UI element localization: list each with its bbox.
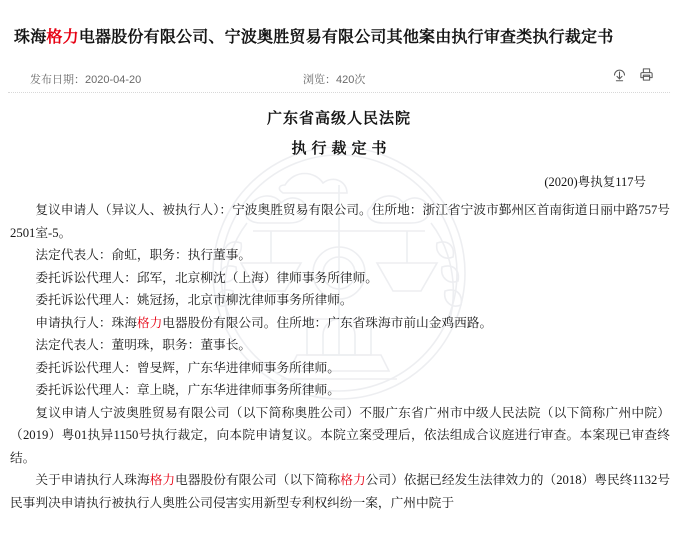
publish-date-label: 发布日期： bbox=[30, 74, 85, 87]
enforcement-mid: 电器股份有限公司（以下简称 bbox=[175, 473, 341, 488]
applicant-suffix: 电器股份有限公司。住所地：广东省珠海市前山金鸡西路。 bbox=[162, 315, 493, 330]
document-kind: 执行裁定书 bbox=[291, 141, 392, 158]
page-title-prefix: 珠海 bbox=[14, 28, 47, 46]
paragraph-review-application: 复议申请人宁波奥胜贸易有限公司（以下简称奥胜公司）不服广东省广州市中级人民法院（以下简称广州中院）（2019）粤01执异1150号执行裁定，向本院申请复议。本院立案受理后，依法组成合议庭进行审查。本案现已审查终结。 bbox=[10, 405, 670, 465]
paragraph-enforcement-case bbox=[10, 469, 670, 514]
view-count-value: 420次 bbox=[336, 74, 366, 87]
publish-date-value: 2020-04-20 bbox=[85, 74, 142, 87]
download-icon[interactable] bbox=[612, 67, 627, 82]
enforcement-prefix: 关于申请执行人珠海 bbox=[35, 473, 150, 488]
page-title-highlight: 格力 bbox=[46, 28, 79, 46]
paragraph-respondent-counsel-2: 委托诉讼代理人：姚冠扬，北京市柳沈律师事务所律师。 bbox=[35, 293, 353, 308]
court-name: 广东省高级人民法院 bbox=[266, 111, 411, 128]
page-title-suffix: 电器股份有限公司、宁波奥胜贸易有限公司其他案由执行审查类执行裁定书 bbox=[78, 28, 614, 46]
print-icon[interactable] bbox=[639, 67, 654, 82]
document-body bbox=[0, 199, 678, 514]
applicant-prefix: 申请执行人：珠海 bbox=[35, 315, 137, 330]
enforcement-suffix: 公司）依据已经发生法律效力的（2018）粤民终1132号民事判决申请执行被执行人奥胜公司侵害实用新型专利权纠纷一案，广州中院于 bbox=[10, 473, 671, 510]
page-title bbox=[0, 11, 678, 49]
document-actions bbox=[612, 67, 654, 82]
publish-date bbox=[30, 71, 141, 87]
view-count bbox=[303, 71, 365, 87]
document-meta-row bbox=[0, 63, 678, 93]
applicant-highlight: 格力 bbox=[136, 315, 163, 330]
paragraph-applicant-legal-rep: 法定代表人：董明珠，职务：董事长。 bbox=[35, 338, 252, 353]
paragraph-respondent-counsel-1: 委托诉讼代理人：邱军，北京柳沈（上海）律师事务所律师。 bbox=[35, 270, 378, 285]
paragraph-applicant-counsel-1: 委托诉讼代理人：曾旻辉，广东华进律师事务所律师。 bbox=[35, 360, 340, 375]
paragraph-applicant bbox=[10, 312, 670, 335]
paragraph-respondent: 复议申请人（异议人、被执行人）：宁波奥胜贸易有限公司。住所地：浙江省宁波市鄞州区首南街道日丽中路757号2501室-5。 bbox=[10, 203, 670, 240]
meta-divider bbox=[8, 92, 670, 93]
enforcement-highlight-2: 格力 bbox=[340, 473, 366, 488]
paragraph-applicant-counsel-2: 委托诉讼代理人：章上晓，广东华进律师事务所律师。 bbox=[35, 383, 340, 398]
case-number: (2020)粤执复117号 bbox=[544, 175, 646, 190]
paragraph-respondent-legal-rep: 法定代表人：俞虹，职务：执行董事。 bbox=[35, 248, 252, 263]
view-count-label: 浏览： bbox=[303, 74, 336, 87]
document-page bbox=[0, 11, 678, 514]
enforcement-highlight-1: 格力 bbox=[149, 473, 176, 488]
